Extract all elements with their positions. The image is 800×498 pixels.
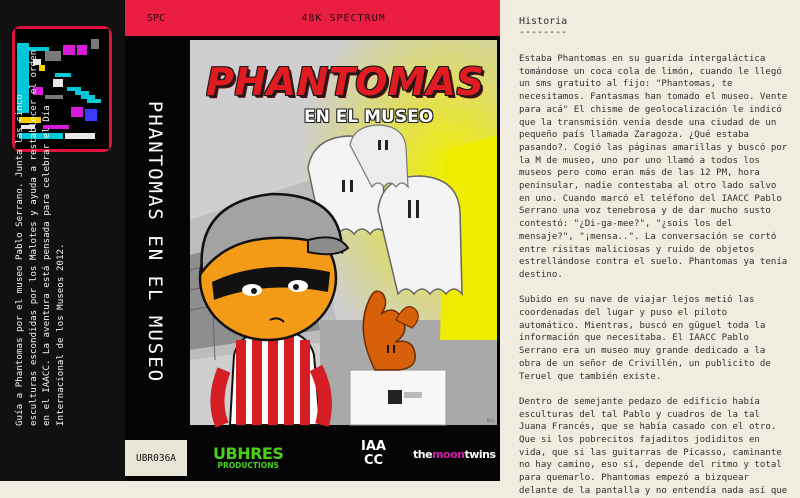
moon-twins-logo-twins: twins bbox=[464, 448, 496, 461]
cover-artwork bbox=[190, 40, 497, 425]
game-title: PHANTOMAS bbox=[206, 60, 485, 104]
story-panel bbox=[500, 0, 800, 496]
moon-twins-logo-the: the bbox=[413, 448, 433, 461]
iaacc-logo bbox=[361, 440, 386, 468]
synopsis-text: Guía a Phantomas por el museo Pablo Serrano. Junta las cinco esculturas escondidas por los Malotes y ayuda a restablecer el orden en el IAACC. La aventura está pensada para celebrar el Día Internacional de los Museos 2012. bbox=[14, 49, 66, 426]
moon-twins-logo bbox=[413, 448, 496, 461]
front-cover bbox=[187, 0, 500, 481]
catalog-code: UBR036A bbox=[125, 440, 187, 476]
story-paragraph: Estaba Phantomas en su guarida intergaláctica tomándose un coca cola de limón, cuando le llegó un sms gratuito al fijo: "Phantomas, te necesitamos. Fantasmas han tomado el museo. Vente para acá" El chisme de geolocalización le indicó que la transmisión venía desde una ciudad de un pequeño país llamada Zaragoza. ¿Qué estaba pasando?. Cogió las páginas amarillas y buscó por la M de museo, uno por uno llamó a todos los museos pero como eran más de las 12 PM, hora peninsular, nadie contestaba al otro lado salvo en uno. Cuando marcó el teléfono del IAACC Pablo Serrano una voz tenebrosa y de dar mucho susto contestó: "¿Di-ga-mee?", "¿sois los del mensaje?", "¡mensa..". La conversación se cortó entre risitas maliciosas y ruido de objetos estrellándose contra el suelo. Phantomas ya tenía destino. bbox=[519, 54, 788, 280]
story-heading-underline: -------- bbox=[519, 27, 568, 38]
publisher-logos bbox=[187, 428, 500, 481]
spine bbox=[125, 0, 187, 481]
inlay-flap bbox=[0, 0, 125, 481]
iaacc-logo-line2: CC bbox=[363, 453, 384, 468]
spine-platform-label: SPC bbox=[125, 0, 187, 36]
spine-title: PHANTOMAS EN EL MUSEO bbox=[144, 100, 166, 384]
ubhres-logo-name: UBHRES bbox=[213, 444, 284, 463]
story-heading: Historia bbox=[519, 16, 568, 27]
artist-credit: RAS bbox=[486, 418, 494, 423]
story-paragraph: Dentro de semejante pedazo de edificio había esculturas del tal Pablo y cuadros de la tal Juana Francés, que se había casado con el otro. Que si los pobrecitos fajaditos jodiditos en vida, que si las guitarras de Picasso, caminante no hay camino, eso sí, depende del ritmo y total para quemarlo. Phantomas empezó a bizquear delante de la pantalla y no entendía nada así que bbox=[519, 396, 788, 496]
ubhres-logo-sub: PRODUCTIONS bbox=[217, 461, 279, 470]
game-subtitle: EN EL MUSEO bbox=[304, 107, 434, 127]
iaacc-logo-line1: IAA bbox=[361, 439, 386, 454]
platform-header: 48K SPECTRUM bbox=[187, 0, 500, 36]
story-paragraph: Subido en su nave de viajar lejos metió las coordenadas del lugar y puso el piloto automático. Mientras, buscó en güguel toda la información que necesitaba. El IAACC Pablo Serrano era un museo muy grande dedicado a la obra de un señor de Crivillén, un publicito de Teruel que también existe. bbox=[519, 295, 771, 382]
moon-twins-logo-moon: moon bbox=[432, 448, 465, 461]
ubhres-logo bbox=[213, 444, 283, 470]
